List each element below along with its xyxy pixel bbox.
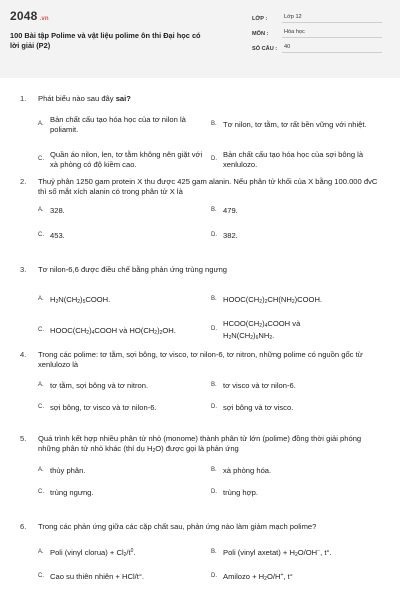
meta-key: SỐ CÂU : (252, 46, 278, 52)
option-c[interactable] (38, 230, 198, 242)
meta-value: Hóa học (282, 29, 382, 38)
option-letter: C. (38, 155, 44, 162)
option-a[interactable] (38, 465, 208, 477)
question-number: 1. (20, 94, 27, 103)
option-b[interactable] (211, 465, 379, 477)
question-text: Trong các polime: tơ tằm, sợi bông, tơ visco, tơ nilon-6, tơ nitron, những polime có nguồn gốc từ xenlulozo là (38, 350, 363, 369)
option-d[interactable] (211, 487, 379, 499)
option-formula: Amilozo + $H_2O/H^+$, t° (223, 571, 293, 582)
meta-key: LỚP : (252, 16, 268, 22)
option-text: tơ visco và tơ nilon-6. (223, 380, 296, 390)
option-text: trùng ngưng. (50, 488, 94, 498)
option-a[interactable] (38, 294, 208, 306)
meta-key: MÔN : (252, 31, 269, 37)
option-text: sợi bông, tơ visco và tơ nilon-6. (50, 402, 157, 412)
question-text: Thuỷ phân 1250 gam protein X thu được 425 gam alanin. Nếu phân tử khối của X bằng 100.000 đvC thì số mắt xích alanin có trong phân tử X là (38, 177, 378, 196)
option-b[interactable] (211, 112, 379, 138)
option-text: 453. (50, 230, 65, 240)
option-text: Bản chất cấu tạo hóa học của sợi bông là xenlulozo. (223, 150, 364, 169)
option-letter: B. (211, 548, 217, 555)
option-b[interactable] (211, 547, 381, 559)
question-3 (20, 265, 380, 339)
option-c[interactable] (38, 320, 216, 342)
option-letter: C. (38, 572, 44, 579)
option-letter: D. (211, 403, 217, 410)
option-b[interactable] (211, 205, 379, 217)
option-letter: A. (38, 295, 44, 302)
option-formula: $H_2N(CH_2)_5COOH$. (50, 294, 111, 305)
option-text: sợi bông và tơ visco. (223, 402, 294, 412)
option-formula: Cao su thiên nhiên + HCl/t°. (50, 571, 145, 581)
meta-value: 40 (282, 44, 382, 53)
option-formula: Poli (vinyl clorua) + $Cl_2/t^0$. (50, 547, 136, 558)
option-letter: C. (38, 231, 44, 238)
option-formula: $HCOO(CH_2)_4COOH$ và $H_2N(CH_2)_6NH_2$. (223, 318, 301, 341)
question-number: 5. (20, 434, 27, 443)
option-a[interactable] (38, 205, 198, 217)
meta-row-class (252, 14, 382, 23)
option-c[interactable] (38, 487, 208, 499)
logo-suffix: .vn (39, 16, 49, 22)
question-number: 6. (20, 522, 27, 531)
document-title: 100 Bài tập Polime và vật liệu polime ôn thi Đại học có lời giải (P2) (10, 31, 201, 50)
question-text: Quá trình kết hợp nhiều phân tử nhỏ (monome) thành phân tử lớn (polime) đồng thời giải phóng những phân tử nhỏ khác (thí dụ $H_2O$) được gọi là phản ứng (38, 434, 362, 454)
meta-row-count (252, 44, 382, 53)
option-d[interactable] (211, 230, 379, 242)
option-a[interactable] (38, 112, 198, 138)
question-number: 3. (20, 265, 27, 274)
option-letter: B. (211, 120, 217, 127)
question-4 (20, 350, 380, 418)
question-1 (20, 94, 380, 172)
question-number: 4. (20, 350, 27, 359)
option-letter: D. (211, 231, 217, 238)
option-letter: B. (211, 381, 217, 388)
question-text-part: Phát biểu nào sau đây (38, 94, 116, 103)
option-letter: C. (38, 326, 44, 333)
question-text: Trong các phản ứng giữa các cặp chất sau, phản ứng nào làm giảm mạch polime? (38, 522, 317, 531)
question-number: 2. (20, 177, 27, 186)
logo-text: 2048 (10, 9, 38, 23)
option-text: trùng hợp. (223, 488, 258, 498)
option-d[interactable] (211, 147, 379, 173)
question-2 (20, 177, 380, 245)
option-letter: A. (38, 206, 44, 213)
option-text: 328. (50, 205, 65, 215)
site-logo[interactable] (10, 9, 49, 25)
option-letter: A. (38, 381, 44, 388)
option-letter: A. (38, 467, 44, 474)
question-text: Tơ nilon-6,6 được điều chế bằng phản ứng trùng ngưng (38, 265, 228, 274)
option-text: Quần áo nilon, len, tơ tằm không nên giặt với xà phòng có độ kiềm cao. (50, 150, 203, 169)
option-formula: Poli (vinyl axetat) + $H_2O/OH^-$, t°. (223, 547, 332, 558)
option-text: tơ tằm, sợi bông và tơ nitron. (50, 380, 149, 390)
option-letter: D. (211, 572, 217, 579)
question-text (38, 94, 380, 104)
option-letter: C. (38, 489, 44, 496)
question-6 (20, 522, 380, 590)
meta-value: Lớp 12 (282, 14, 382, 23)
option-letter: B. (211, 206, 217, 213)
option-b[interactable] (211, 380, 379, 392)
option-letter: B. (211, 295, 217, 302)
option-c[interactable] (38, 147, 211, 173)
option-text: Tơ nilon, tơ tằm, tơ rất bền vững với nhiệt. (223, 119, 367, 129)
document-header (0, 0, 400, 78)
option-letter: D. (211, 155, 217, 162)
question-5 (20, 434, 380, 502)
option-letter: D. (211, 325, 217, 332)
option-c[interactable] (38, 402, 208, 414)
option-formula: $HOOC(CH_2)_2CH(NH_2)COOH$. (223, 294, 323, 305)
option-d[interactable] (211, 571, 381, 583)
option-text: 382. (223, 230, 238, 240)
option-text: Bản chất cấu tạo hóa học của tơ nilon là poliamit. (50, 115, 186, 134)
option-c[interactable] (38, 571, 208, 583)
option-d[interactable] (211, 316, 321, 344)
option-a[interactable] (38, 380, 208, 392)
option-d[interactable] (211, 402, 379, 414)
option-b[interactable] (211, 294, 381, 306)
option-formula: $HOOC(CH_2)_4COOH$ và $HO(CH_2)_2OH$. (50, 325, 176, 336)
option-a[interactable] (38, 547, 208, 559)
option-letter: B. (211, 467, 217, 474)
option-text: thủy phân. (50, 466, 86, 476)
meta-row-subject (252, 29, 382, 38)
option-text: 479. (223, 205, 238, 215)
option-letter: A. (38, 120, 44, 127)
question-emphasis: sai? (115, 94, 131, 103)
option-letter: C. (38, 403, 44, 410)
option-letter: A. (38, 548, 44, 555)
option-letter: D. (211, 489, 217, 496)
option-text: xà phòng hóa. (223, 466, 272, 476)
